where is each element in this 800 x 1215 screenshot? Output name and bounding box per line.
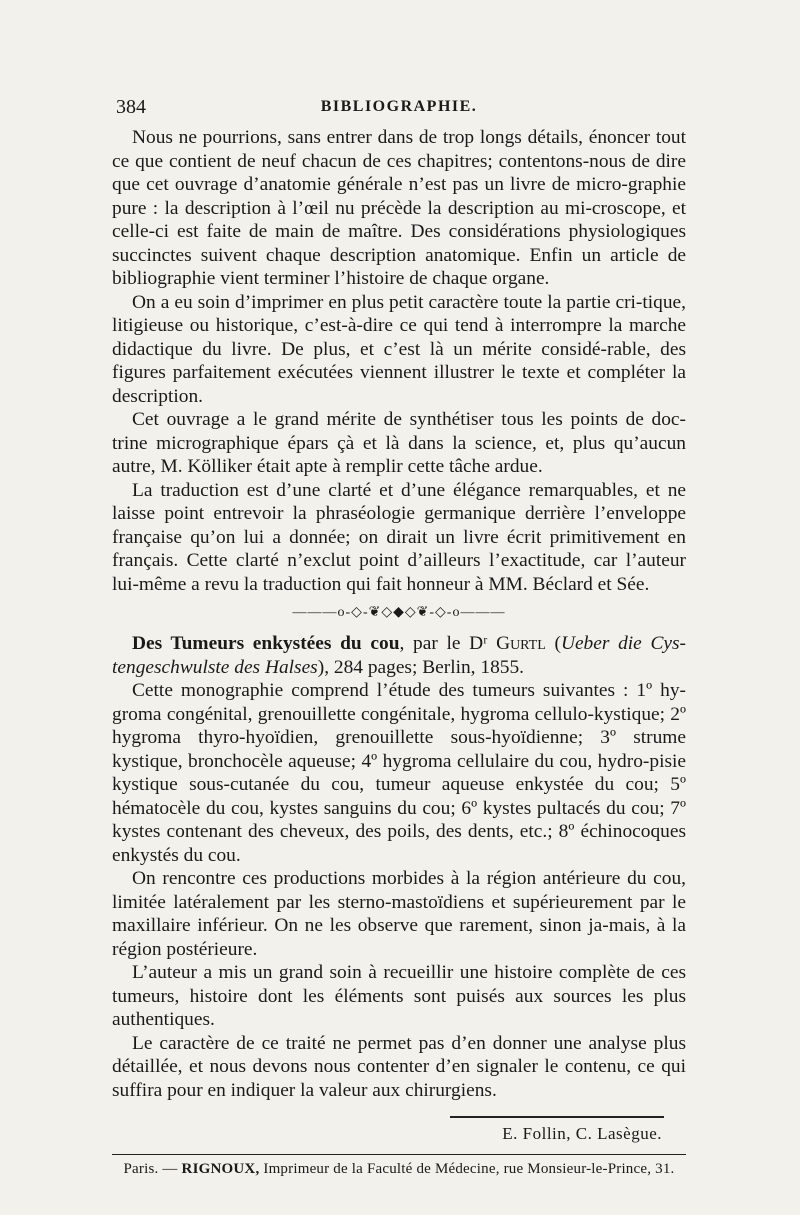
- imprint-city: Paris. —: [123, 1161, 178, 1177]
- imprint-printer: RIGNOUX,: [177, 1161, 260, 1177]
- review-author: Gurtl: [496, 633, 546, 654]
- book-page: [112, 96, 686, 1186]
- review-german-title: Ueber die Cys-tengeschwulste des Halses: [112, 633, 687, 678]
- paragraph: Nous ne pourrions, sans entrer dans de trop longs détails, énoncer tout ce que contient de neuf chacun de ces chapitres; contentons-nous de dire que cet ouvrage d’anatomie générale n’est pas un livre de micro-graphie pure : la description à l’œil nu précède la description au mi-croscope, et celle-ci est faite de main de maître. Des considérations physiologiques succinctes suivent chaque description anatomique. Enfin un article de bibliographie vient terminer l’histoire de chaque organe.: [112, 127, 686, 289]
- review-paren-open: (: [545, 633, 561, 654]
- review-by: , par le Dʳ: [399, 633, 497, 654]
- page-header: [112, 96, 686, 126]
- printer-imprint: [112, 1161, 686, 1178]
- paragraph: On a eu soin d’imprimer en plus petit caractère toute la partie cri-tique, litigieuse ou historique, c’est-à-dire ce qui tend à interrompre la marche didactique du livre. De plus, et c’est là un mérite considé-rable, des figures parfaitement exécutées viennent illustrer le texte et compléter la description.: [112, 291, 686, 407]
- review-title: Des Tumeurs enkystées du cou: [132, 633, 400, 654]
- review-details: ), 284 pages; Berlin, 1855.: [317, 656, 524, 678]
- paragraph: La traduction est d’une clarté et d’une élégance remarquables, et ne laisse point entrevoir la phraséologie germanique derrière l’enveloppe française qu’on lui a donnée; on dirait un livre écrit primitivement en français. Cette clarté n’exclut point d’ailleurs l’exactitude, car l’auteur lui-même a revu la traduction qui fait honneur à MM. Béclard et Sée.: [112, 479, 686, 595]
- paragraph: Cette monographie comprend l’étude des tumeurs suivantes : 1º hy-groma congénital, grenouillette congénitale, hygroma cellulo-kystique; 2º hygroma thyro-hyoïdien, grenouillette sous-hyoïdienne; 3º strume kystique, bronchocèle aqueuse; 4º hygroma cellulaire du cou, hydro-pisie kystique sous-cutanée du cou, tumeur aqueuse enkystée du cou; 5º hématocèle du cou, kystes sanguins du cou; 6º kystes pultacés du cou; 7º kystes contenant des cheveux, des poils, des dents, etc.; 8º échinocoques enkystés du cou.: [112, 680, 686, 866]
- article-body-part1: [112, 126, 686, 596]
- section-divider-ornament: ———o-◇-❦◇◆◇❦-◇-o———: [292, 605, 506, 620]
- paragraph: Le caractère de ce traité ne permet pas d’en donner une analyse plus détaillée, et nous devons nous contenter d’en signaler le contenu, ce qui suffira pour en indiquer la valeur aux chirurgiens.: [112, 1032, 686, 1101]
- review-heading: [112, 632, 686, 679]
- paragraph: L’auteur a mis un grand soin à recueillir une histoire complète de ces tumeurs, histoire dont les éléments sont puisés aux sources les plus authentiques.: [112, 962, 686, 1030]
- signature: E. Follin, C. Lasègue.: [502, 1124, 662, 1143]
- article-body-part2: [112, 632, 686, 1102]
- paragraph: On rencontre ces productions morbides à la région antérieure du cou, limitée latéralement par les sterno-mastoïdiens et supérieurement par le maxillaire inférieur. On ne les observe que rarement, sinon ja-mais, à la région postérieure.: [112, 868, 686, 960]
- running-head: BIBLIOGRAPHIE.: [320, 98, 478, 115]
- signature-rule: [450, 1116, 664, 1118]
- imprint-rest: Imprimeur de la Faculté de Médecine, rue Monsieur-le-Prince, 31.: [259, 1161, 675, 1177]
- paragraph: Cet ouvrage a le grand mérite de synthétiser tous les points de doc-trine micrographique épars çà et là dans la science, et, plus qu’aucun autre, M. Kölliker était apte à remplir cette tâche ardue.: [112, 409, 686, 477]
- imprint-rule: [112, 1154, 686, 1155]
- page-number: 384: [116, 96, 146, 118]
